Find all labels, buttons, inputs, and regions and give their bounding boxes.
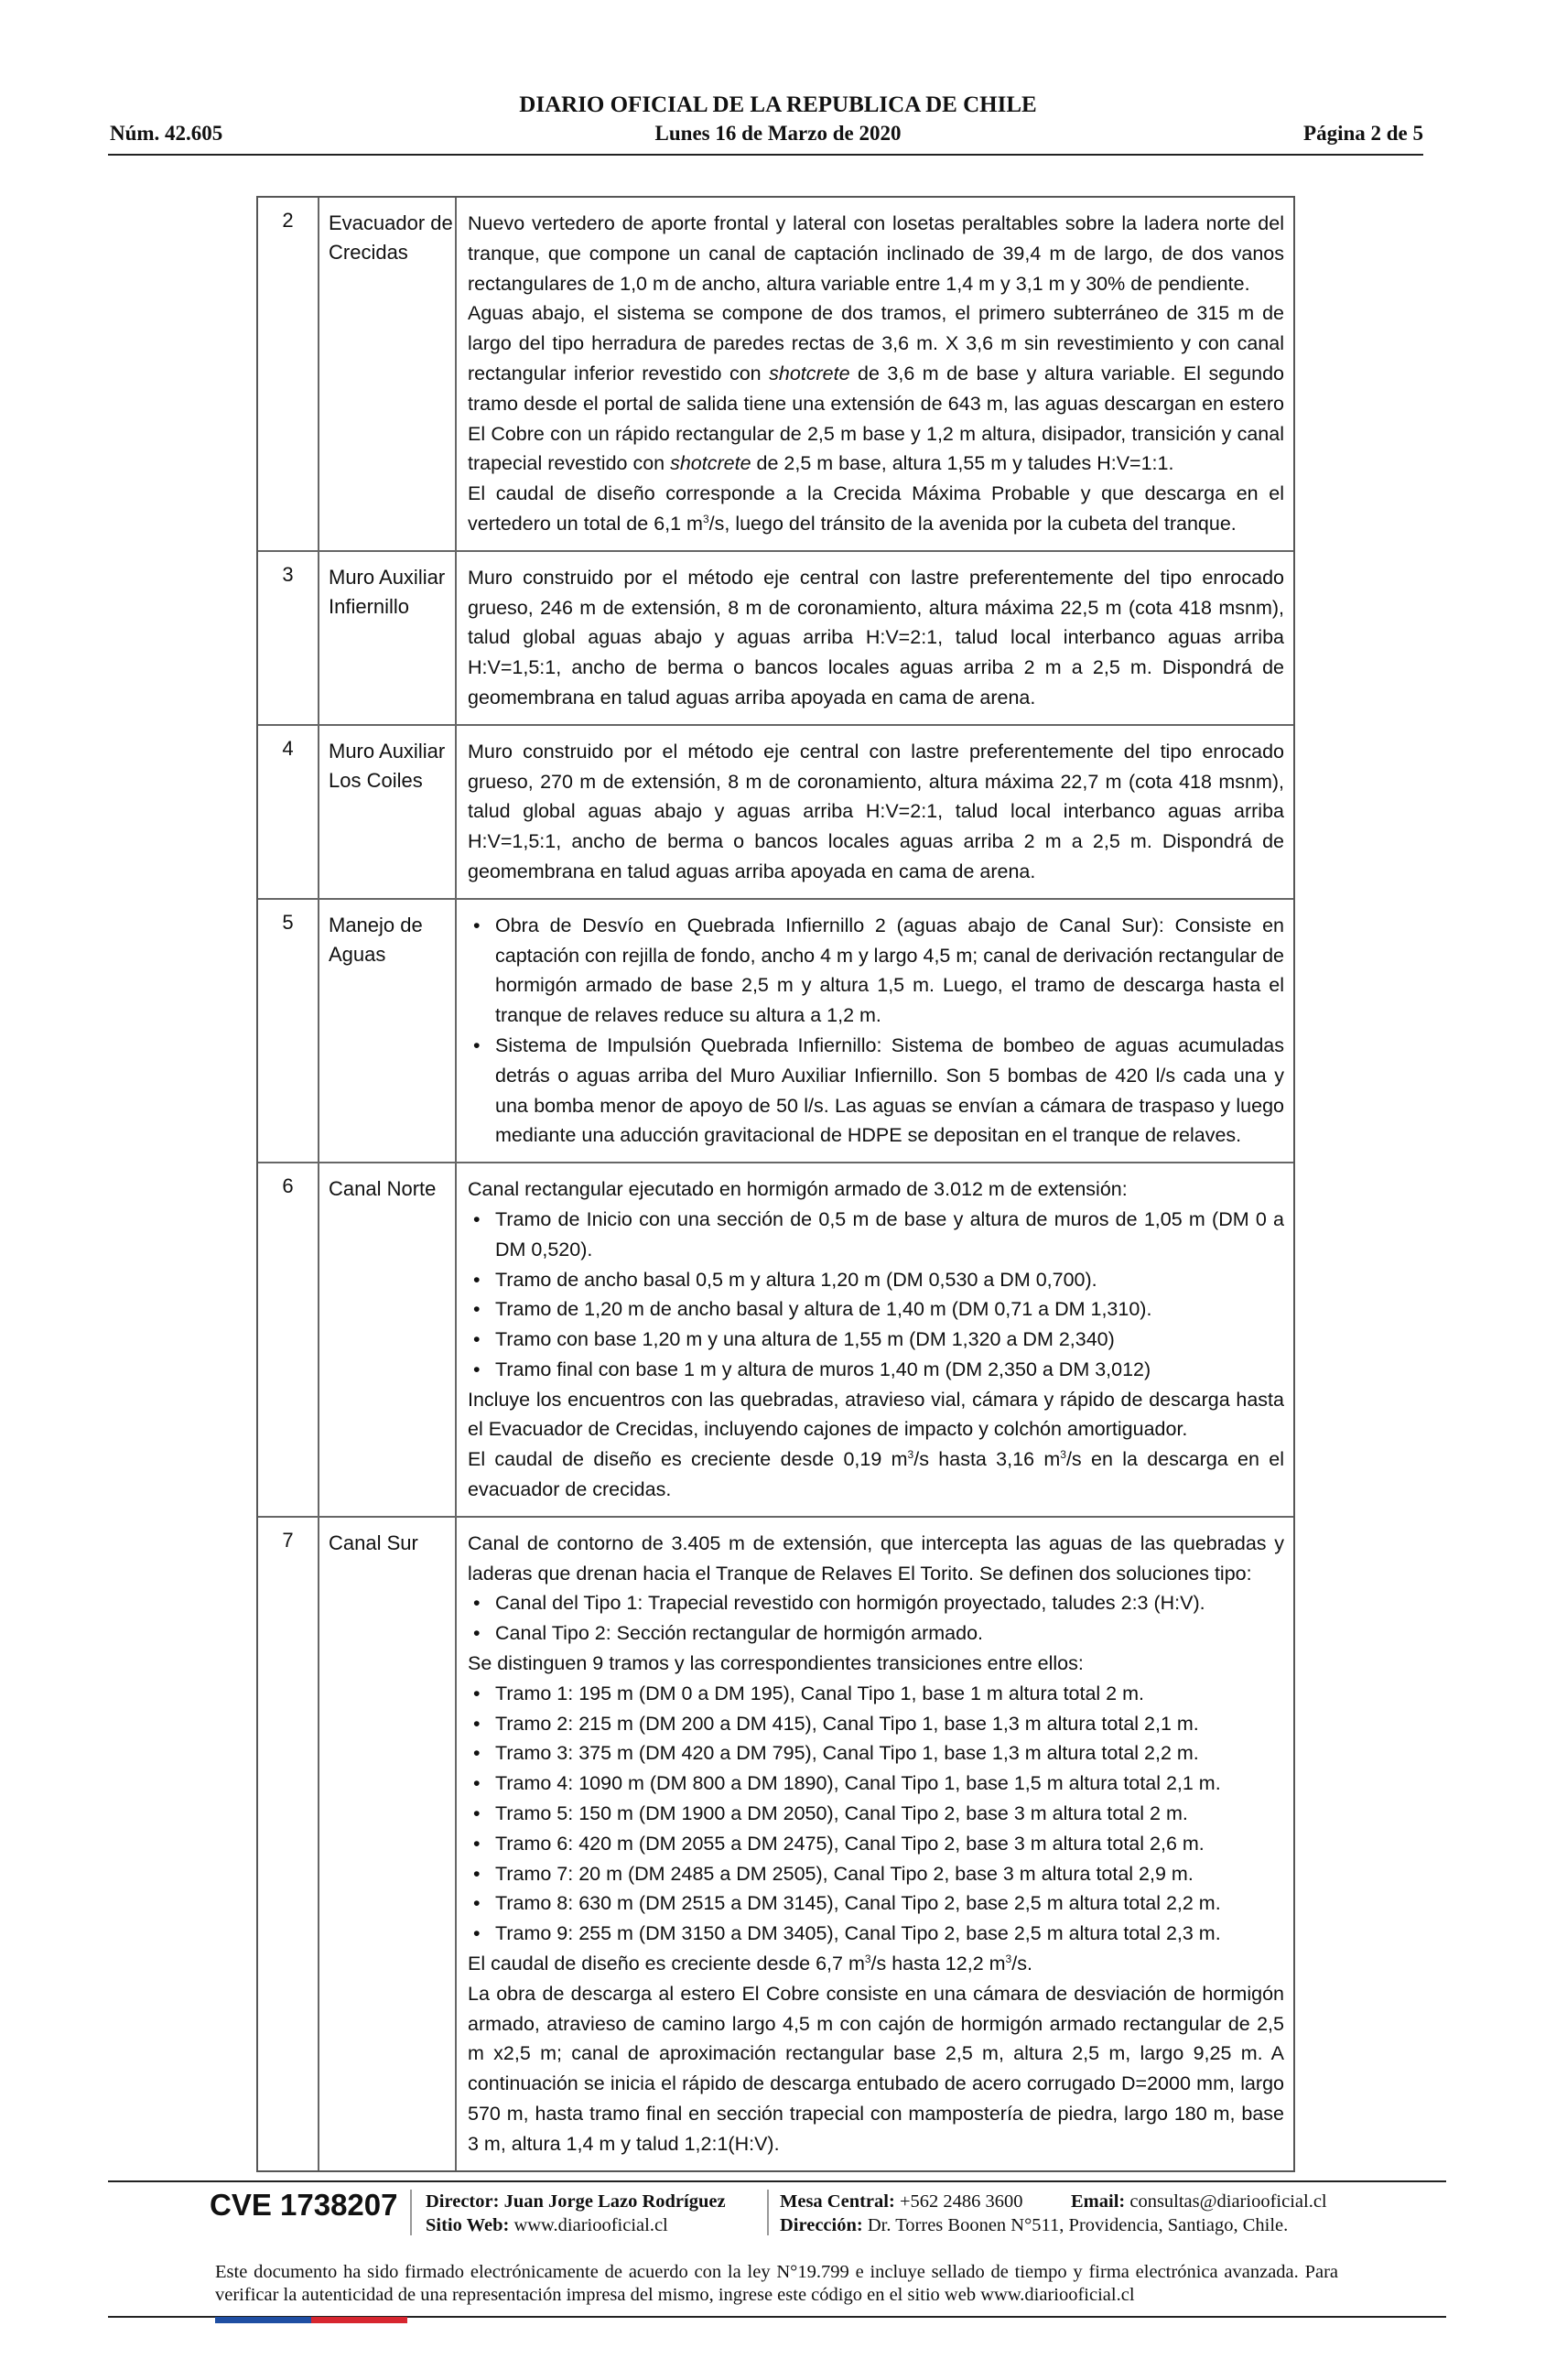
description-paragraph: Aguas abajo, el sistema se compone de dos tramos, el primero subterráneo de 315 m de largo del tipo herradura de paredes rectas de 3,6 m. X 3,6 m sin revestimiento y con canal rectangular inferior revestido con shotcrete de 3,6 m de base y altura variable. El segundo tramo desde el portal de salida tiene una extensión de 643 m, las aguas descargan en estero El Cobre con un rápido rectangular de 2,5 m base y 1,2 m altura, disipador, transición y canal trapecial revestido con shotcrete de 2,5 m base, altura 1,55 m y taludes H:V=1:1. bbox=[468, 302, 1285, 475]
list-item: • Tramo 1: 195 m (DM 0 a DM 195), Canal Tipo 1, base 1 m altura total 2 m. bbox=[495, 1679, 1284, 1709]
table-row bbox=[258, 550, 1293, 724]
list-item: • Tramo 2: 215 m (DM 200 a DM 415), Canal Tipo 1, base 1,3 m altura total 2,1 m. bbox=[495, 1709, 1284, 1739]
description-paragraph: El caudal de diseño corresponde a la Crecida Máxima Probable y que descarga en el vertedero un total de 6,1 $m^3/s$, luego del tránsito de la avenida por la cubeta del tranque. bbox=[468, 482, 1284, 535]
work-name: Muro Auxiliar Infiernillo bbox=[319, 552, 457, 724]
table-row bbox=[258, 1162, 1293, 1516]
bullet-list bbox=[468, 1588, 1284, 1649]
row-number: 4 bbox=[258, 726, 319, 898]
website-link[interactable]: www.diariooficial.cl bbox=[513, 2215, 668, 2235]
bullet-list bbox=[468, 1205, 1284, 1385]
cve-code: CVE 1738207 bbox=[210, 2188, 398, 2222]
table-row bbox=[258, 198, 1293, 550]
work-description bbox=[457, 1163, 1293, 1516]
director-line: Director: Juan Jorge Lazo Rodríguez bbox=[426, 2191, 726, 2212]
description-paragraph: Muro construido por el método eje central con lastre preferentemente del tipo enrocado grueso, 246 m de extensión, 8 m de coronamiento, altura máxima 22,5 m (cota 418 msnm), talud global aguas abajo y aguas arriba H:V=2:1, talud local interbanco aguas arriba H:V=1,5:1, ancho de berma o bancos locales aguas arriba 2 m a 2,5 m. Dispondrá de geomembrana en talud aguas arriba apoyada en cama de arena. bbox=[468, 566, 1284, 709]
work-description bbox=[457, 1518, 1293, 2170]
phone-line: Mesa Central: +562 2486 3600 bbox=[780, 2191, 1023, 2212]
newspaper-title: DIARIO OFICIAL DE LA REPUBLICA DE CHILE bbox=[519, 92, 1037, 117]
description-paragraph: Muro construido por el método eje central con lastre preferentemente del tipo enrocado grueso, 270 m de extensión, 8 m de coronamiento, altura máxima 22,7 m (cota 418 msnm), talud global aguas abajo y aguas arriba H:V=2:1, talud local interbanco aguas arriba H:V=1,5:1, ancho de berma o bancos locales aguas arriba 2 m a 2,5 m. Dispondrá de geomembrana en talud aguas arriba apoyada en cama de arena. bbox=[468, 740, 1284, 882]
table-row bbox=[258, 1516, 1293, 2170]
list-item: • Tramo 5: 150 m (DM 1900 a DM 2050), Canal Tipo 2, base 3 m altura total 2 m. bbox=[495, 1799, 1284, 1829]
email-line: Email: consultas@diariooficial.cl bbox=[1071, 2191, 1327, 2212]
address-line: Dirección: Dr. Torres Boonen N°511, Providencia, Santiago, Chile. bbox=[780, 2215, 1289, 2235]
header-divider bbox=[108, 154, 1423, 156]
email-link[interactable]: consultas@diariooficial.cl bbox=[1129, 2191, 1327, 2212]
list-item: • Tramo 3: 375 m (DM 420 a DM 795), Canal Tipo 1, base 1,3 m altura total 2,2 m. bbox=[495, 1738, 1284, 1769]
issue-number: Núm. 42.605 bbox=[110, 122, 223, 145]
row-number: 3 bbox=[258, 552, 319, 724]
description-paragraph: Canal de contorno de 3.405 m de extensión, que intercepta las aguas de las quebradas y laderas que drenan hacia el Tranque de Relaves El Torito. Se definen dos soluciones tipo: bbox=[468, 1531, 1284, 1585]
list-item: • Sistema de Impulsión Quebrada Infiernillo: Sistema de bombeo de aguas acumuladas detrás o aguas arriba del Muro Auxiliar Infiernillo. Son 5 bombas de 420 l/s cada una y una bomba menor de apoyo de 50 l/s. Las aguas se envían a cámara de traspaso y luego mediante una aducción gravitacional de HDPE se depositan en el tranque de relaves. bbox=[495, 1031, 1284, 1151]
flag-stripe-red bbox=[311, 2317, 407, 2323]
description-paragraph: La obra de descarga al estero El Cobre consiste en una cámara de desviación de hormigón armado, atravieso de camino largo 4,5 m con cajón de hormigón armado rectangular de 2,5 m x2,5 m; canal de aproximación rectangular base 2,5 m, altura 2,5 m, largo 9,25 m. A continuación se inicia el rápido de descarga entubado de acero corrugado D=2000 mm, largo 570 m, hasta tramo final en sección trapecial con mampostería de piedra, largo 180 m, base 3 m, altura 1,4 m y talud 1,2:1(H:V). bbox=[468, 1982, 1284, 2155]
row-number: 5 bbox=[258, 900, 319, 1162]
works-table bbox=[256, 196, 1295, 2172]
work-name: Canal Sur bbox=[319, 1518, 457, 2170]
table-row bbox=[258, 898, 1293, 1162]
description-paragraph: Incluye los encuentros con las quebradas, atravieso vial, cámara y rápido de descarga hasta el Evacuador de Crecidas, incluyendo cajones de impacto y colchón amortiguador. bbox=[468, 1388, 1284, 1441]
footer-separator bbox=[410, 2190, 412, 2235]
work-name: Evacuador de Crecidas bbox=[319, 198, 457, 550]
row-number: 2 bbox=[258, 198, 319, 550]
work-description bbox=[457, 552, 1293, 724]
work-name: Muro Auxiliar Los Coiles bbox=[319, 726, 457, 898]
list-item: • Tramo de 1,20 m de ancho basal y altura de 1,40 m (DM 0,71 a DM 1,310). bbox=[495, 1294, 1284, 1325]
list-item: • Tramo 4: 1090 m (DM 800 a DM 1890), Canal Tipo 1, base 1,5 m altura total 2,1 m. bbox=[495, 1769, 1284, 1799]
issue-date: Lunes 16 de Marzo de 2020 bbox=[654, 122, 902, 145]
list-item: • Tramo de ancho basal 0,5 m y altura 1,20 m (DM 0,530 a DM 0,700). bbox=[495, 1265, 1284, 1295]
description-paragraph: El caudal de diseño es creciente desde 6,7 $m^3/s$ hasta 12,2 $m^3/s$. bbox=[468, 1952, 1032, 1975]
page-indicator: Página 2 de 5 bbox=[1303, 122, 1423, 145]
table-row bbox=[258, 724, 1293, 898]
list-item: • Tramo con base 1,20 m y una altura de 1,55 m (DM 1,320 a DM 2,340) bbox=[495, 1325, 1284, 1355]
flag-stripe-blue bbox=[215, 2317, 311, 2323]
description-paragraph: Nuevo vertedero de aporte frontal y lateral con losetas peraltables sobre la ladera norte del tranque, que compone un canal de captación inclinado de 39,4 m de largo, de dos vanos rectangulares de 1,0 m de ancho, altura variable entre 1,4 m y 3,1 m y 30% de pendiente. bbox=[468, 212, 1284, 295]
list-item: • Tramo 9: 255 m (DM 3150 a DM 3405), Canal Tipo 2, base 2,5 m altura total 2,3 m. bbox=[495, 1919, 1284, 1949]
work-description bbox=[457, 900, 1293, 1162]
description-paragraph: El caudal de diseño es creciente desde 0,19 $m^3/s$ hasta 3,16 $m^3/s$ en la descarga en el evacuador de crecidas. bbox=[468, 1448, 1284, 1501]
footer-separator bbox=[767, 2190, 769, 2235]
list-item: • Canal del Tipo 1: Trapecial revestido con hormigón proyectado, taludes 2:3 (H:V). bbox=[495, 1588, 1284, 1618]
row-number: 7 bbox=[258, 1518, 319, 2170]
bullet-list bbox=[468, 1679, 1284, 1949]
work-description bbox=[457, 726, 1293, 898]
list-item: • Canal Tipo 2: Sección rectangular de hormigón armado. bbox=[495, 1618, 1284, 1649]
bullet-list bbox=[468, 911, 1284, 1151]
work-description bbox=[457, 198, 1293, 550]
footer-divider bbox=[108, 2180, 1446, 2182]
legal-note: Este documento ha sido firmado electrónicamente de acuerdo con la ley N°19.799 e incluye sellado de tiempo y firma electrónica avanzada. Para verificar la autenticidad de una representación impresa del mismo, ingrese este código en el sitio web www.diariooficial.cl bbox=[215, 2262, 1338, 2305]
list-item: • Tramo 6: 420 m (DM 2055 a DM 2475), Canal Tipo 2, base 3 m altura total 2,6 m. bbox=[495, 1829, 1284, 1859]
list-item: • Tramo 7: 20 m (DM 2485 a DM 2505), Canal Tipo 2, base 3 m altura total 2,9 m. bbox=[495, 1859, 1284, 1889]
work-name: Canal Norte bbox=[319, 1163, 457, 1516]
list-item: • Tramo de Inicio con una sección de 0,5 m de base y altura de muros de 1,05 m (DM 0 a DM 0,520). bbox=[495, 1205, 1284, 1265]
description-paragraph: Se distinguen 9 tramos y las correspondientes transiciones entre ellos: bbox=[468, 1652, 1084, 1675]
list-item: • Tramo final con base 1 m y altura de muros 1,40 m (DM 2,350 a DM 3,012) bbox=[495, 1355, 1284, 1385]
list-item: • Tramo 8: 630 m (DM 2515 a DM 3145), Canal Tipo 2, base 2,5 m altura total 2,2 m. bbox=[495, 1888, 1284, 1919]
work-name: Manejo de Aguas bbox=[319, 900, 457, 1162]
website-line: Sitio Web: www.diariooficial.cl bbox=[426, 2215, 668, 2235]
description-paragraph: Canal rectangular ejecutado en hormigón armado de 3.012 m de extensión: bbox=[468, 1178, 1128, 1201]
list-item: • Obra de Desvío en Quebrada Infiernillo 2 (aguas abajo de Canal Sur): Consiste en captación con rejilla de fondo, ancho 4 m y largo 4,5 m; canal de derivación rectangular de hormigón armado de base 2,5 m y altura 1,5 m. Luego, el tramo de descarga hasta el tranque de relaves reduce su altura a 1,2 m. bbox=[495, 911, 1284, 1031]
row-number: 6 bbox=[258, 1163, 319, 1516]
